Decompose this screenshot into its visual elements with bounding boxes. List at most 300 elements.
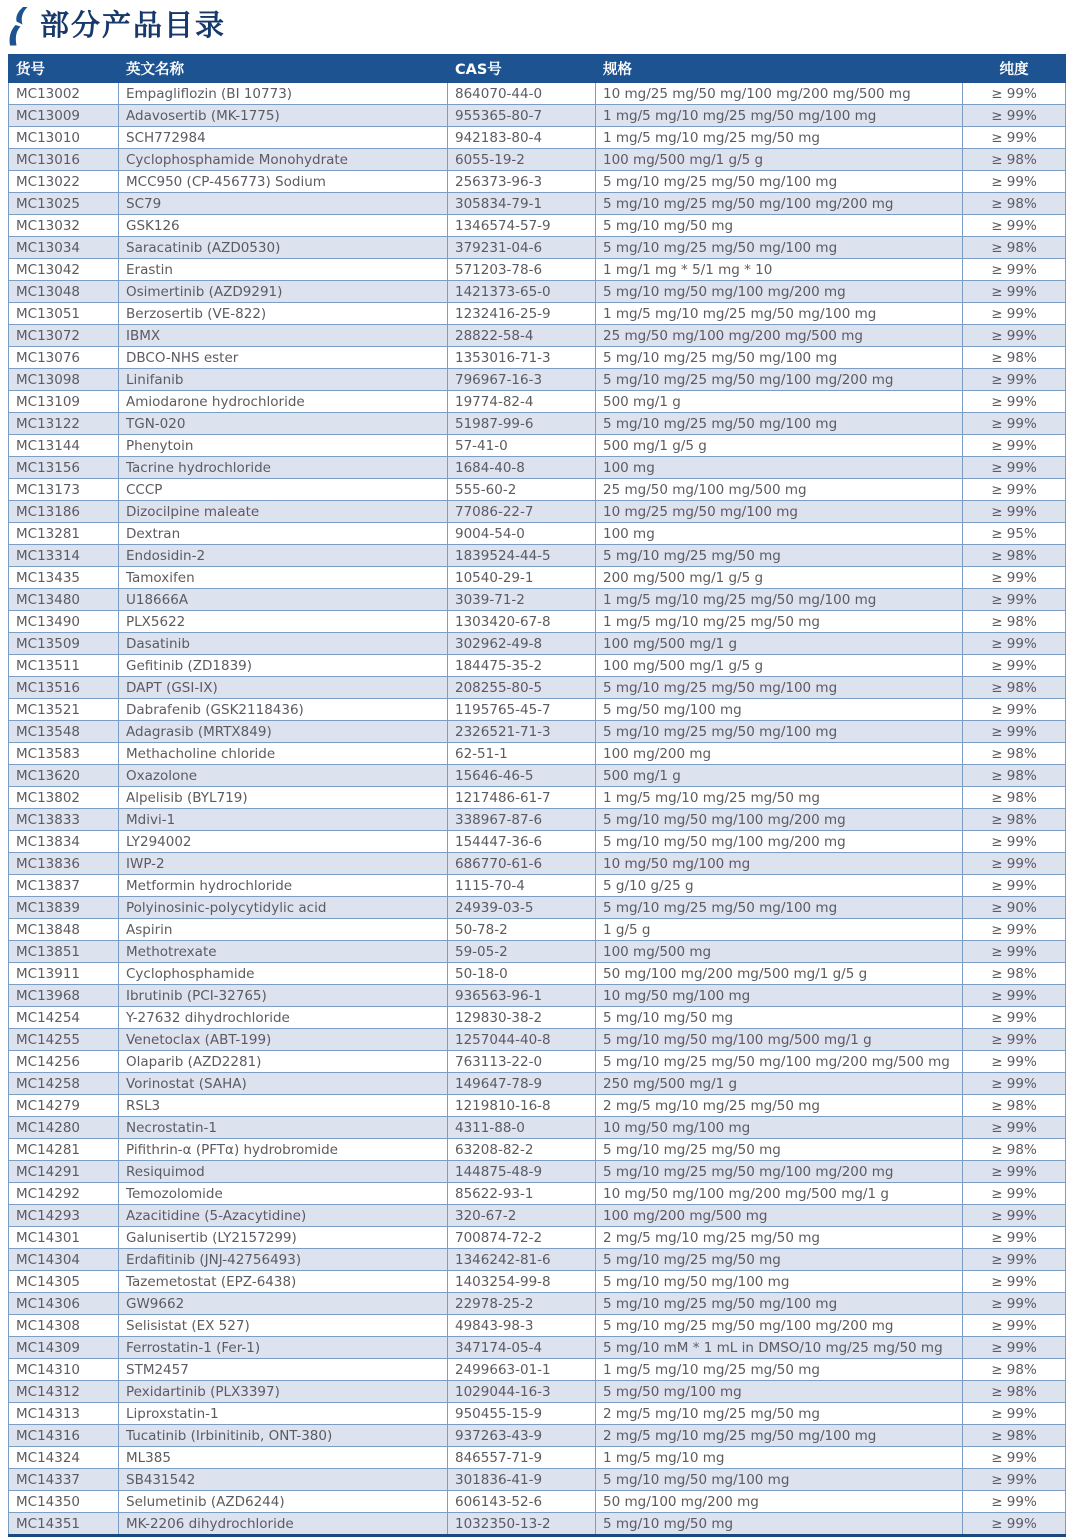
cell-purity: ≥ 99% [963,325,1066,347]
cell-spec: 5 mg/10 mg/50 mg [596,1513,963,1536]
cell-purity: ≥ 98% [963,1425,1066,1447]
cell-name: Phenytoin [119,435,448,457]
cell-cas: 937263-43-9 [448,1425,596,1447]
cell-name: Erdafitinib (JNJ-42756493) [119,1249,448,1271]
cell-purity: ≥ 99% [963,1337,1066,1359]
cell-name: GSK126 [119,215,448,237]
cell-purity: ≥ 99% [963,1249,1066,1271]
cell-purity: ≥ 98% [963,193,1066,215]
cell-spec: 1 mg/5 mg/10 mg/25 mg/50 mg [596,1359,963,1381]
cell-name: Dextran [119,523,448,545]
cell-name: MK-2206 dihydrochloride [119,1513,448,1536]
cell-spec: 1 mg/5 mg/10 mg/25 mg/50 mg/100 mg [596,589,963,611]
cell-spec: 100 mg/500 mg/1 g/5 g [596,149,963,171]
cell-catalog: MC14279 [9,1095,119,1117]
cell-catalog: MC13022 [9,171,119,193]
cell-name: RSL3 [119,1095,448,1117]
cell-name: Gefitinib (ZD1839) [119,655,448,677]
cell-catalog: MC13516 [9,677,119,699]
table-row [9,985,1066,1007]
cell-catalog: MC13016 [9,149,119,171]
table-row [9,1359,1066,1381]
cell-catalog: MC13076 [9,347,119,369]
cell-cas: 1303420-67-8 [448,611,596,633]
cell-catalog: MC13025 [9,193,119,215]
cell-name: STM2457 [119,1359,448,1381]
cell-purity: ≥ 98% [963,963,1066,985]
table-row [9,1469,1066,1491]
cell-name: IWP-2 [119,853,448,875]
cell-cas: 15646-46-5 [448,765,596,787]
cell-spec: 5 mg/50 mg/100 mg [596,699,963,721]
cell-purity: ≥ 98% [963,1359,1066,1381]
table-row [9,391,1066,413]
cell-purity: ≥ 99% [963,1227,1066,1249]
cell-catalog: MC14292 [9,1183,119,1205]
cell-spec: 10 mg/50 mg/100 mg [596,985,963,1007]
cell-name: Selisistat (EX 527) [119,1315,448,1337]
cell-cas: 942183-80-4 [448,127,596,149]
cell-catalog: MC14306 [9,1293,119,1315]
table-row [9,1095,1066,1117]
cell-spec: 100 mg [596,523,963,545]
cell-name: MCC950 (CP-456773) Sodium [119,171,448,193]
cell-purity: ≥ 99% [963,941,1066,963]
cell-purity: ≥ 99% [963,1073,1066,1095]
cell-name: CCCP [119,479,448,501]
cell-catalog: MC13051 [9,303,119,325]
table-row [9,303,1066,325]
cell-cas: 700874-72-2 [448,1227,596,1249]
table-row [9,655,1066,677]
cell-purity: ≥ 99% [963,1271,1066,1293]
cell-catalog: MC14316 [9,1425,119,1447]
cell-cas: 1032350-13-2 [448,1513,596,1536]
cell-name: GW9662 [119,1293,448,1315]
cell-spec: 5 mg/10 mg/25 mg/50 mg/100 mg/200 mg/500 mg [596,1051,963,1073]
cell-purity: ≥ 98% [963,677,1066,699]
column-header-catalog: 货号 [9,55,119,83]
cell-spec: 1 mg/5 mg/10 mg/25 mg/50 mg [596,127,963,149]
cell-catalog: MC14280 [9,1117,119,1139]
table-row [9,457,1066,479]
table-row [9,347,1066,369]
cell-spec: 2 mg/5 mg/10 mg/25 mg/50 mg [596,1403,963,1425]
cell-spec: 50 mg/100 mg/200 mg [596,1491,963,1513]
cell-purity: ≥ 99% [963,303,1066,325]
cell-name: Necrostatin-1 [119,1117,448,1139]
cell-catalog: MC14254 [9,1007,119,1029]
cell-purity: ≥ 99% [963,1513,1066,1536]
table-row [9,479,1066,501]
cell-purity: ≥ 98% [963,347,1066,369]
cell-purity: ≥ 99% [963,83,1066,105]
cell-spec: 5 mg/10 mg/25 mg/50 mg/100 mg/200 mg [596,1161,963,1183]
cell-purity: ≥ 99% [963,1447,1066,1469]
cell-purity: ≥ 99% [963,567,1066,589]
cell-spec: 5 mg/10 mg/50 mg/100 mg/200 mg [596,831,963,853]
cell-purity: ≥ 98% [963,545,1066,567]
table-row [9,1249,1066,1271]
cell-purity: ≥ 99% [963,457,1066,479]
cell-catalog: MC13802 [9,787,119,809]
cell-cas: 1217486-61-7 [448,787,596,809]
table-row [9,1293,1066,1315]
cell-name: Pifithrin-α (PFTα) hydrobromide [119,1139,448,1161]
cell-purity: ≥ 99% [963,655,1066,677]
cell-catalog: MC14258 [9,1073,119,1095]
table-row [9,369,1066,391]
table-row [9,413,1066,435]
cell-name: Resiquimod [119,1161,448,1183]
cell-purity: ≥ 95% [963,523,1066,545]
cell-catalog: MC13010 [9,127,119,149]
cell-name: Tazemetostat (EPZ-6438) [119,1271,448,1293]
cell-cas: 320-67-2 [448,1205,596,1227]
cell-purity: ≥ 99% [963,721,1066,743]
cell-catalog: MC13122 [9,413,119,435]
cell-name: ML385 [119,1447,448,1469]
cell-cas: 154447-36-6 [448,831,596,853]
cell-catalog: MC14350 [9,1491,119,1513]
cell-purity: ≥ 98% [963,1095,1066,1117]
cell-cas: 10540-29-1 [448,567,596,589]
cell-purity: ≥ 99% [963,215,1066,237]
cell-spec: 500 mg/1 g [596,765,963,787]
cell-catalog: MC14304 [9,1249,119,1271]
cell-catalog: MC14305 [9,1271,119,1293]
cell-purity: ≥ 99% [963,259,1066,281]
cell-spec: 100 mg/500 mg [596,941,963,963]
cell-cas: 1839524-44-5 [448,545,596,567]
page-header [0,0,1073,54]
cell-cas: 129830-38-2 [448,1007,596,1029]
cell-catalog: MC14309 [9,1337,119,1359]
cell-catalog: MC13314 [9,545,119,567]
table-row [9,1117,1066,1139]
cell-spec: 1 g/5 g [596,919,963,941]
cell-spec: 5 mg/10 mg/25 mg/50 mg/100 mg/200 mg [596,1315,963,1337]
cell-cas: 301836-41-9 [448,1469,596,1491]
cell-catalog: MC13851 [9,941,119,963]
cell-cas: 149647-78-9 [448,1073,596,1095]
cell-spec: 1 mg/5 mg/10 mg/25 mg/50 mg/100 mg [596,105,963,127]
cell-cas: 63208-82-2 [448,1139,596,1161]
cell-cas: 1346242-81-6 [448,1249,596,1271]
cell-spec: 5 mg/10 mg/50 mg [596,215,963,237]
cell-cas: 6055-19-2 [448,149,596,171]
cell-name: DBCO-NHS ester [119,347,448,369]
cell-spec: 5 mg/10 mg/25 mg/50 mg/100 mg [596,237,963,259]
cell-cas: 1421373-65-0 [448,281,596,303]
cell-catalog: MC13911 [9,963,119,985]
cell-purity: ≥ 98% [963,1139,1066,1161]
cell-catalog: MC13435 [9,567,119,589]
cell-purity: ≥ 99% [963,633,1066,655]
cell-name: SC79 [119,193,448,215]
cell-catalog: MC14313 [9,1403,119,1425]
cell-purity: ≥ 99% [963,831,1066,853]
cell-purity: ≥ 99% [963,1117,1066,1139]
cell-catalog: MC13521 [9,699,119,721]
cell-spec: 2 mg/5 mg/10 mg/25 mg/50 mg/100 mg [596,1425,963,1447]
cell-purity: ≥ 99% [963,501,1066,523]
cell-catalog: MC13144 [9,435,119,457]
cell-purity: ≥ 99% [963,853,1066,875]
cell-catalog: MC13837 [9,875,119,897]
cell-name: SCH772984 [119,127,448,149]
table-row [9,1051,1066,1073]
table-row [9,897,1066,919]
table-row [9,127,1066,149]
cell-purity: ≥ 99% [963,281,1066,303]
table-row [9,699,1066,721]
cell-spec: 100 mg [596,457,963,479]
table-row [9,831,1066,853]
cell-name: Y-27632 dihydrochloride [119,1007,448,1029]
table-row [9,1029,1066,1051]
cell-spec: 5 mg/10 mg/25 mg/50 mg [596,1249,963,1271]
cell-cas: 1232416-25-9 [448,303,596,325]
cell-name: Venetoclax (ABT-199) [119,1029,448,1051]
table-row [9,193,1066,215]
table-row [9,963,1066,985]
column-header-spec: 规格 [596,55,963,83]
cell-spec: 5 mg/10 mg/25 mg/50 mg/100 mg [596,897,963,919]
table-row [9,259,1066,281]
cell-name: LY294002 [119,831,448,853]
cell-purity: ≥ 99% [963,589,1066,611]
cell-cas: 208255-80-5 [448,677,596,699]
cell-catalog: MC13042 [9,259,119,281]
cell-cas: 305834-79-1 [448,193,596,215]
cell-name: Temozolomide [119,1183,448,1205]
cell-cas: 184475-35-2 [448,655,596,677]
cell-cas: 4311-88-0 [448,1117,596,1139]
cell-purity: ≥ 99% [963,435,1066,457]
cell-name: TGN-020 [119,413,448,435]
cell-purity: ≥ 98% [963,237,1066,259]
table-row [9,1139,1066,1161]
table-header-row [9,55,1066,83]
table-row [9,281,1066,303]
table-row [9,787,1066,809]
cell-cas: 9004-54-0 [448,523,596,545]
cell-cas: 864070-44-0 [448,83,596,105]
cell-catalog: MC14293 [9,1205,119,1227]
cell-cas: 763113-22-0 [448,1051,596,1073]
cell-name: Berzosertib (VE-822) [119,303,448,325]
page-title: 部分产品目录 [40,8,227,43]
cell-purity: ≥ 99% [963,1469,1066,1491]
cell-spec: 2 mg/5 mg/10 mg/25 mg/50 mg [596,1095,963,1117]
table-row [9,919,1066,941]
cell-cas: 338967-87-6 [448,809,596,831]
cell-catalog: MC13620 [9,765,119,787]
cell-purity: ≥ 98% [963,809,1066,831]
cell-purity: ≥ 99% [963,1491,1066,1513]
cell-spec: 1 mg/1 mg * 5/1 mg * 10 [596,259,963,281]
cell-spec: 5 mg/10 mM * 1 mL in DMSO/10 mg/25 mg/50 mg [596,1337,963,1359]
cell-name: Adagrasib (MRTX849) [119,721,448,743]
table-row [9,1161,1066,1183]
cell-catalog: MC13836 [9,853,119,875]
cell-catalog: MC13109 [9,391,119,413]
cell-catalog: MC13583 [9,743,119,765]
table-row [9,1007,1066,1029]
table-row [9,215,1066,237]
table-row [9,237,1066,259]
cell-name: Amiodarone hydrochloride [119,391,448,413]
cell-spec: 250 mg/500 mg/1 g [596,1073,963,1095]
cell-catalog: MC14291 [9,1161,119,1183]
cell-purity: ≥ 99% [963,699,1066,721]
cell-spec: 5 mg/10 mg/50 mg/100 mg/200 mg [596,281,963,303]
cell-catalog: MC13968 [9,985,119,1007]
cell-name: Tucatinib (Irbinitinib, ONT-380) [119,1425,448,1447]
table-row [9,875,1066,897]
cell-name: Selumetinib (AZD6244) [119,1491,448,1513]
cell-spec: 25 mg/50 mg/100 mg/200 mg/500 mg [596,325,963,347]
cell-cas: 302962-49-8 [448,633,596,655]
column-header-cas: CAS号 [448,55,596,83]
table-body [9,83,1066,1536]
cell-spec: 5 mg/10 mg/25 mg/50 mg/100 mg [596,347,963,369]
cell-name: Ibrutinib (PCI-32765) [119,985,448,1007]
table-row [9,1491,1066,1513]
cell-purity: ≥ 99% [963,413,1066,435]
cell-cas: 50-18-0 [448,963,596,985]
cell-name: Dabrafenib (GSK2118436) [119,699,448,721]
cell-name: U18666A [119,589,448,611]
cell-name: Dasatinib [119,633,448,655]
table-row [9,1227,1066,1249]
table-row [9,1403,1066,1425]
cell-name: Linifanib [119,369,448,391]
table-row [9,1425,1066,1447]
cell-cas: 606143-52-6 [448,1491,596,1513]
cell-cas: 1684-40-8 [448,457,596,479]
cell-cas: 144875-48-9 [448,1161,596,1183]
cell-catalog: MC13490 [9,611,119,633]
cell-cas: 256373-96-3 [448,171,596,193]
cell-catalog: MC13509 [9,633,119,655]
cell-spec: 5 mg/10 mg/25 mg/50 mg/100 mg/200 mg [596,193,963,215]
table-row [9,589,1066,611]
table-row [9,501,1066,523]
cell-catalog: MC13511 [9,655,119,677]
cell-catalog: MC13281 [9,523,119,545]
cell-cas: 347174-05-4 [448,1337,596,1359]
cell-spec: 5 mg/10 mg/50 mg/100 mg/500 mg/1 g [596,1029,963,1051]
cell-name: PLX5622 [119,611,448,633]
cell-spec: 25 mg/50 mg/100 mg/500 mg [596,479,963,501]
cell-cas: 77086-22-7 [448,501,596,523]
cell-spec: 5 mg/10 mg/25 mg/50 mg/100 mg [596,171,963,193]
cell-purity: ≥ 99% [963,105,1066,127]
cell-spec: 5 mg/10 mg/25 mg/50 mg/100 mg [596,721,963,743]
table-row [9,545,1066,567]
cell-name: Cyclophosphamide [119,963,448,985]
cell-cas: 686770-61-6 [448,853,596,875]
table-row [9,1513,1066,1536]
cell-spec: 5 mg/10 mg/25 mg/50 mg [596,545,963,567]
cell-name: Oxazolone [119,765,448,787]
table-row [9,1447,1066,1469]
cell-spec: 100 mg/500 mg/1 g [596,633,963,655]
cell-catalog: MC13848 [9,919,119,941]
cell-purity: ≥ 99% [963,1161,1066,1183]
cell-catalog: MC13839 [9,897,119,919]
cell-catalog: MC14351 [9,1513,119,1536]
product-catalog-table [8,54,1066,1537]
cell-cas: 2326521-71-3 [448,721,596,743]
cell-spec: 10 mg/50 mg/100 mg [596,1117,963,1139]
cell-cas: 379231-04-6 [448,237,596,259]
cell-name: Galunisertib (LY2157299) [119,1227,448,1249]
cell-purity: ≥ 99% [963,479,1066,501]
cell-cas: 51987-99-6 [448,413,596,435]
cell-purity: ≥ 99% [963,919,1066,941]
table-row [9,633,1066,655]
cell-catalog: MC14256 [9,1051,119,1073]
cell-name: Vorinostat (SAHA) [119,1073,448,1095]
cell-spec: 500 mg/1 g [596,391,963,413]
cell-purity: ≥ 99% [963,1051,1066,1073]
cell-spec: 100 mg/200 mg [596,743,963,765]
cell-purity: ≥ 99% [963,985,1066,1007]
cell-catalog: MC13173 [9,479,119,501]
cell-catalog: MC13156 [9,457,119,479]
cell-spec: 5 mg/10 mg/50 mg/100 mg [596,1469,963,1491]
cell-cas: 50-78-2 [448,919,596,941]
cell-name: Cyclophosphamide Monohydrate [119,149,448,171]
cell-cas: 936563-96-1 [448,985,596,1007]
cell-purity: ≥ 99% [963,1315,1066,1337]
cell-purity: ≥ 98% [963,611,1066,633]
cell-spec: 5 mg/50 mg/100 mg [596,1381,963,1403]
cell-spec: 10 mg/50 mg/100 mg [596,853,963,875]
cell-spec: 5 mg/10 mg/50 mg/100 mg [596,1271,963,1293]
cell-cas: 1257044-40-8 [448,1029,596,1051]
table-row [9,523,1066,545]
cell-name: Saracatinib (AZD0530) [119,237,448,259]
table-row [9,1337,1066,1359]
cell-name: Endosidin-2 [119,545,448,567]
table-row [9,83,1066,105]
cell-catalog: MC13009 [9,105,119,127]
cell-name: Mdivi-1 [119,809,448,831]
cell-name: Erastin [119,259,448,281]
cell-cas: 950455-15-9 [448,1403,596,1425]
cell-cas: 49843-98-3 [448,1315,596,1337]
cell-catalog: MC14324 [9,1447,119,1469]
cell-purity: ≥ 99% [963,1007,1066,1029]
cell-catalog: MC13548 [9,721,119,743]
cell-name: Alpelisib (BYL719) [119,787,448,809]
cell-name: Liproxstatin-1 [119,1403,448,1425]
cell-spec: 5 mg/10 mg/25 mg/50 mg/100 mg [596,413,963,435]
table-row [9,1183,1066,1205]
table-row [9,941,1066,963]
cell-spec: 10 mg/25 mg/50 mg/100 mg/200 mg/500 mg [596,83,963,105]
cell-name: Tamoxifen [119,567,448,589]
cell-cas: 85622-93-1 [448,1183,596,1205]
cell-catalog: MC13833 [9,809,119,831]
table-row [9,1073,1066,1095]
cell-name: Ferrostatin-1 (Fer-1) [119,1337,448,1359]
table-row [9,721,1066,743]
